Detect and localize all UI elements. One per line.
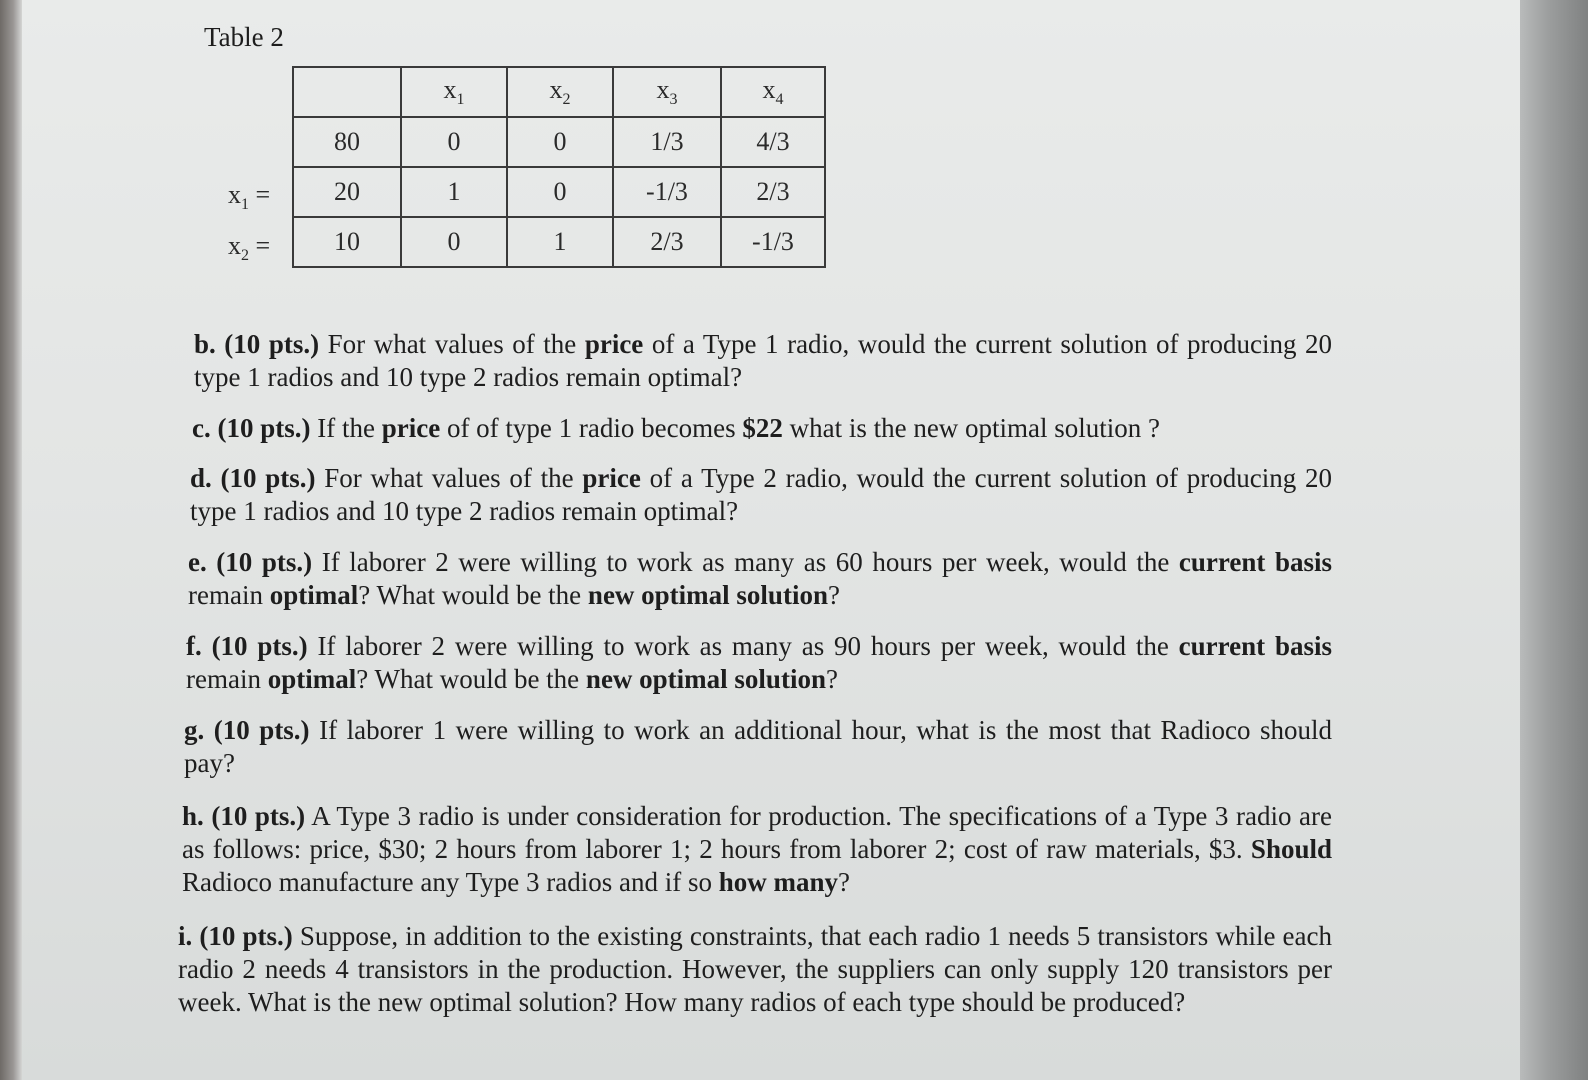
table-row (293, 117, 825, 167)
table-title: Table 2 (204, 22, 284, 52)
table-cell: 2/3 (721, 167, 825, 217)
table-cell: 1/3 (613, 117, 721, 167)
row-label-x1: $x_1$ = (228, 180, 271, 214)
table-cell: 0 (507, 117, 613, 167)
header-sub: 3 (669, 91, 678, 109)
table-cell: 0 (507, 167, 613, 217)
table-row (293, 217, 825, 267)
question-i: i. (10 pts.) Suppose, in addition to the existing constraints, that each radio 1 needs 5 transistors while each radio 2 needs 4 transistors in the production. However, the suppliers can only supply 120 transistors per week. What is the new optimal solution? How many radios of each type should be produced? (178, 921, 1332, 1017)
table-cell: -1/3 (721, 217, 825, 267)
table-cell: 0 (401, 117, 507, 167)
table-cell: 10 (293, 217, 401, 267)
screen-left-edge (0, 0, 22, 1080)
header-sub: 1 (456, 91, 465, 109)
header-cell-empty (293, 67, 401, 117)
question-b: b. (10 pts.) For what values of the price of a Type 1 radio, would the current solution of producing 20 type 1 radios and 10 type 2 radios remain optimal? (194, 329, 1333, 392)
table-cell: 0 (401, 217, 507, 267)
question-d: d. (10 pts.) For what values of the price of a Type 2 radio, would the current solution of producing 20 type 1 radios and 10 type 2 radios remain optimal? (190, 463, 1332, 526)
table-cell: 1 (401, 167, 507, 217)
table-cell: 2/3 (613, 217, 721, 267)
table-cell: 80 (293, 117, 401, 167)
screen-right-edge (1520, 0, 1588, 1080)
table-cell: 20 (293, 167, 401, 217)
question-g: g. (10 pts.) If laborer 1 were willing to work an additional hour, what is the most that Radioco should pay? (184, 715, 1333, 778)
header-var: x (549, 74, 563, 104)
simplex-tableau (292, 66, 826, 268)
header-var: x (443, 74, 457, 104)
header-sub: 4 (775, 91, 784, 109)
question-f: f. (10 pts.) If laborer 2 were willing to work as many as 90 hours per week, would the current basis remain optimal? What would be the new optimal solution? (186, 631, 1332, 694)
table-cell: -1/3 (613, 167, 721, 217)
header-var: x (656, 74, 670, 104)
table-header-row (293, 67, 825, 117)
question-e: e. (10 pts.) If laborer 2 were willing to work as many as 60 hours per week, would the current basis remain optimal? What would be the new optimal solution? (188, 547, 1332, 610)
question-c: c. (10 pts.) If the price of of type 1 radio becomes $22 what is the new optimal solution ? (192, 413, 1161, 443)
table-cell: 1 (507, 217, 613, 267)
table-row (293, 167, 825, 217)
row-label-x2: $x_2$ = (228, 231, 271, 265)
header-cell-x1 (401, 67, 507, 117)
header-cell-x4 (721, 67, 825, 117)
table-cell: 4/3 (721, 117, 825, 167)
question-h: h. (10 pts.) A Type 3 radio is under consideration for production. The specifications of a Type 3 radio are as follows: price, $30; 2 hours from laborer 1; 2 hours from laborer 2; cost of raw materials, $3. Should Radioco manufacture any Type 3 radios and if so how many? (182, 801, 1333, 897)
header-var: x (762, 74, 776, 104)
header-cell-x3 (613, 67, 721, 117)
header-cell-x2 (507, 67, 613, 117)
header-sub: 2 (562, 91, 571, 109)
